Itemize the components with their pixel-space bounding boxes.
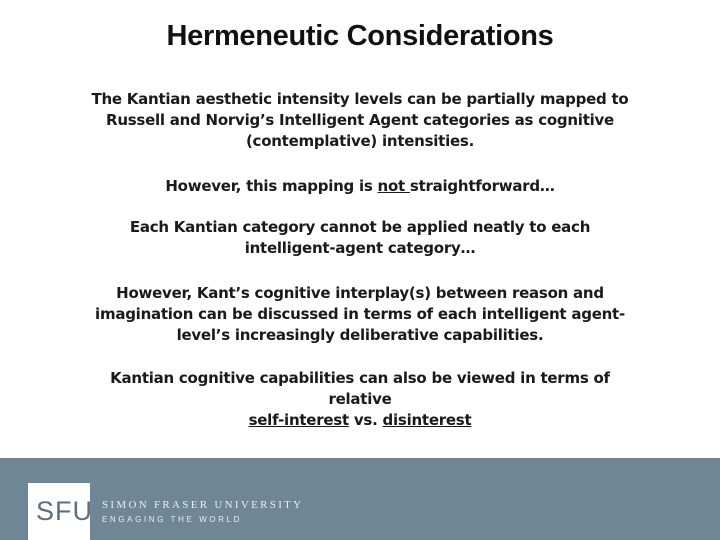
p2-underlined-not: not <box>377 177 410 195</box>
sfu-logo: SFU <box>36 496 93 526</box>
p5-line1: Kantian cognitive capabilities can also be viewed in terms of relative <box>110 369 610 408</box>
paragraph-interest <box>90 368 630 431</box>
p2-after: straightforward… <box>409 177 555 195</box>
paragraph-mapping: The Kantian aesthetic intensity levels can be partially mapped to Russell and Norvig’s Intelligent Agent categories as cognitive (contemplative) intensities. <box>91 90 629 150</box>
p2-before: However, this mapping is <box>165 177 378 195</box>
university-tagline: ENGAGING THE WORLD <box>102 515 242 524</box>
university-name: SIMON FRASER UNIVERSITY <box>102 499 304 511</box>
paragraph-not-straightforward <box>90 176 630 197</box>
p5-self-interest: self-interest <box>248 411 349 429</box>
p5-disinterest: disinterest <box>382 411 472 429</box>
p5-vs: vs. <box>348 411 383 429</box>
paragraph-category: Each Kantian category cannot be applied neatly to each intelligent-agent category… <box>129 218 591 257</box>
paragraph-interplay: However, Kant’s cognitive interplay(s) between reason and imagination can be discussed in terms of each intelligent agent-level’s increasingly deliberative capabilities. <box>95 284 625 344</box>
slide-title: Hermeneutic Considerations <box>166 20 554 52</box>
